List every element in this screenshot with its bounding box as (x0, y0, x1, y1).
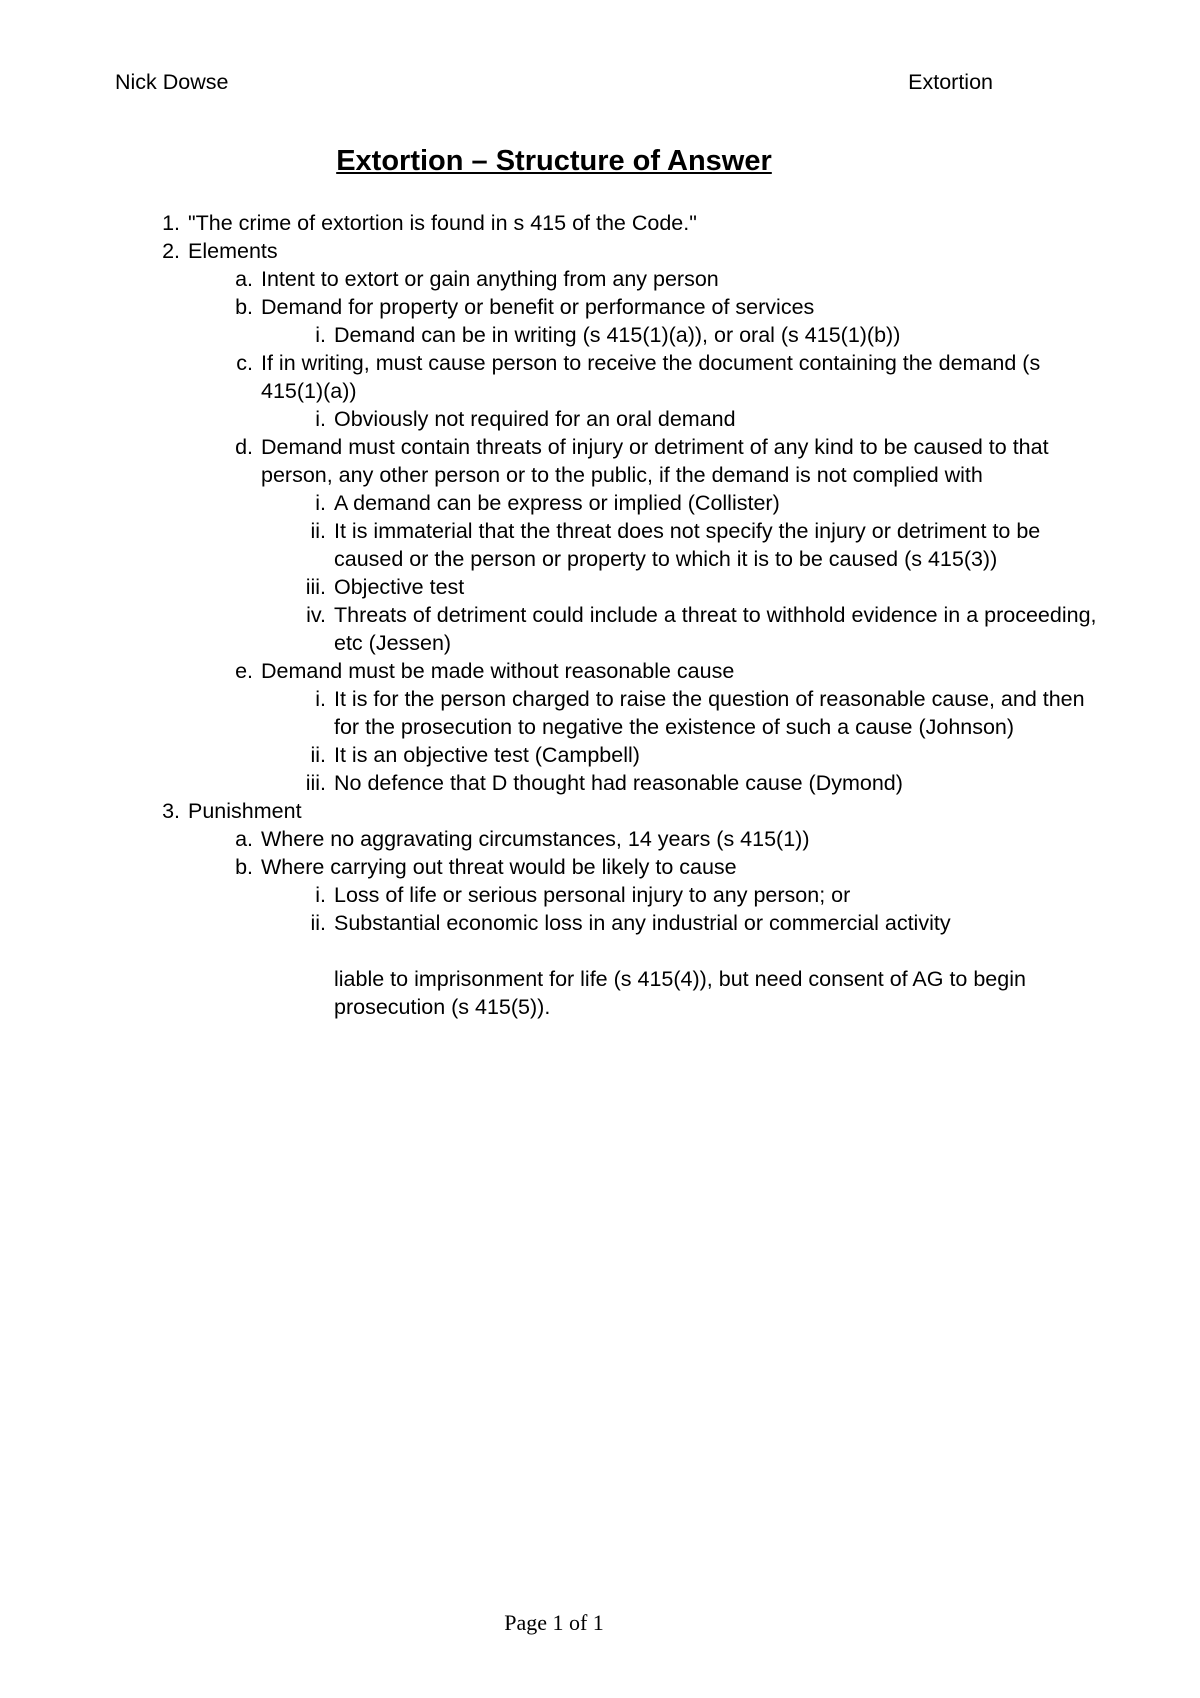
list-item (315, 405, 1104, 433)
list-marker: i. (315, 491, 326, 515)
header-topic: Extortion (908, 70, 993, 94)
list-marker: a. (235, 827, 253, 851)
list-marker: 3. (162, 799, 180, 823)
list-marker: i. (315, 323, 326, 347)
list-marker: i. (315, 687, 326, 711)
list-item-text: Elements (188, 239, 278, 263)
list-item-text: Loss of life or serious personal injury to any person; or (334, 883, 851, 907)
list-item (315, 489, 1104, 517)
list-marker: a. (235, 267, 253, 291)
list-item (315, 881, 1104, 909)
list-item (162, 797, 1088, 825)
list-item-text: Obviously not required for an oral demand (334, 407, 736, 431)
list-marker: ii. (310, 743, 326, 767)
list-item (305, 769, 1104, 797)
list-marker: c. (236, 351, 253, 375)
list-marker: b. (235, 295, 253, 319)
list-item-text: Objective test (334, 575, 465, 599)
list-item-text: Demand must contain threats of injury or detriment of any kind to be caused to that person, any other person or to the public, if the demand is not complied with (261, 435, 1049, 487)
list-item (305, 573, 1104, 601)
list-item (235, 293, 1091, 321)
closing-note: liable to imprisonment for life (s 415(4)), but need consent of AG to begin prosecution (s 415(5)). (334, 967, 1026, 1019)
list-item-text: Demand for property or benefit or performance of services (261, 295, 815, 319)
header-author: Nick Dowse (115, 70, 229, 94)
list-item (310, 909, 1104, 937)
list-item (310, 517, 1104, 573)
list-marker: ii. (310, 911, 326, 935)
list-item-text: If in writing, must cause person to receive the document containing the demand (s 415(1)(a)) (261, 351, 1041, 403)
list-item (236, 349, 1091, 405)
list-item-text: Substantial economic loss in any industrial or commercial activity (334, 911, 951, 935)
list-item-text: "The crime of extortion is found in s 415 of the Code." (188, 211, 697, 235)
list-marker: iii. (305, 575, 326, 599)
list-item-text: Punishment (188, 799, 302, 823)
outline-body (0, 209, 1200, 1021)
list-item (162, 237, 1088, 265)
list-marker: b. (235, 855, 253, 879)
list-item-text: Threats of detriment could include a threat to withhold evidence in a proceeding, etc (Jessen) (334, 603, 1097, 655)
list-item (310, 741, 1104, 769)
list-item (315, 321, 1104, 349)
list-item-text: Intent to extort or gain anything from any person (261, 267, 719, 291)
list-item-text: It is immaterial that the threat does not specify the injury or detriment to be caused or the person or property to which it is to be caused (s 415(3)) (334, 519, 1041, 571)
list-item-text: Demand must be made without reasonable cause (261, 659, 735, 683)
list-item (162, 209, 1088, 237)
list-item-text: It is for the person charged to raise the question of reasonable cause, and then for the prosecution to negative the existence of such a cause (Johnson) (334, 687, 1085, 739)
list-item (235, 853, 1091, 881)
list-marker: d. (235, 435, 253, 459)
list-item-text: No defence that D thought had reasonable cause (Dymond) (334, 771, 903, 795)
list-item-text: Where carrying out threat would be likely to cause (261, 855, 737, 879)
list-item (235, 657, 1091, 685)
list-marker: e. (235, 659, 253, 683)
list-marker: i. (315, 883, 326, 907)
page-header (115, 70, 993, 95)
list-marker: i. (315, 407, 326, 431)
list-marker: iii. (305, 771, 326, 795)
document-title: Extortion – Structure of Answer (336, 145, 772, 177)
list-item (315, 685, 1104, 741)
page-footer: Page 1 of 1 (504, 1610, 604, 1635)
list-item (235, 265, 1091, 293)
list-marker: 2. (162, 239, 180, 263)
blank-line (0, 937, 1200, 965)
list-marker: ii. (310, 519, 326, 543)
list-item (235, 825, 1091, 853)
list-marker: iv. (306, 603, 326, 627)
list-item-text: It is an objective test (Campbell) (334, 743, 640, 767)
list-item (306, 601, 1104, 657)
list-item-text: Where no aggravating circumstances, 14 years (s 415(1)) (261, 827, 810, 851)
list-marker: 1. (162, 211, 180, 235)
list-item-text: Demand can be in writing (s 415(1)(a)), or oral (s 415(1)(b)) (334, 323, 901, 347)
list-item-text: A demand can be express or implied (Collister) (334, 491, 780, 515)
list-item (235, 433, 1091, 489)
